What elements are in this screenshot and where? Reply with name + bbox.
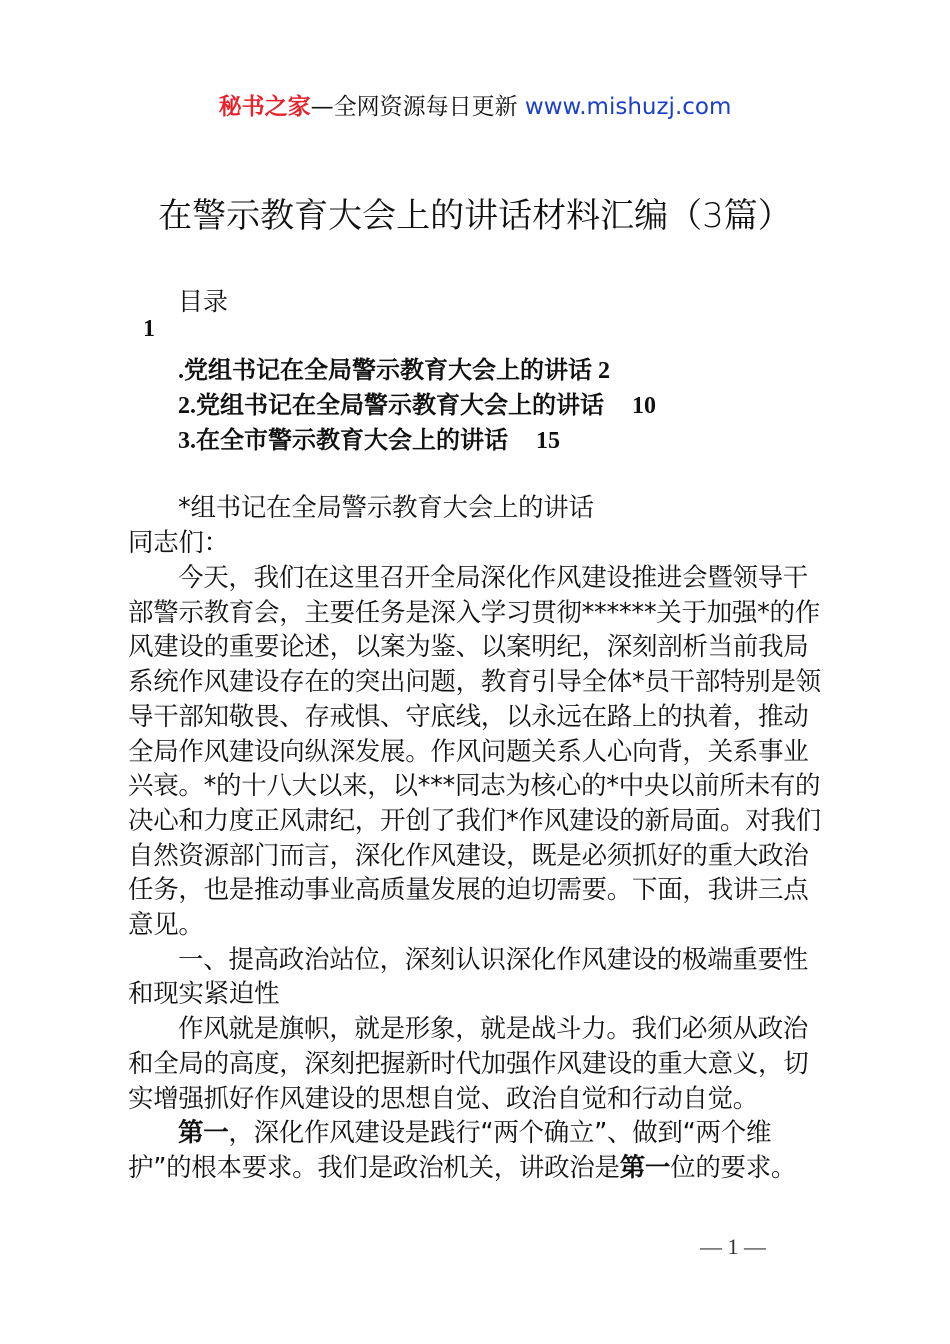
toc-item[interactable] bbox=[178, 420, 560, 455]
toc-item-page: 2 bbox=[598, 358, 610, 384]
paragraph-line bbox=[178, 1113, 882, 1149]
paragraph-line: 作风就是旗帜，就是形象，就是战斗力。我们必须从政治 bbox=[178, 1014, 809, 1045]
paragraph-line: 兴衰。*的十八大以来，以***同志为核心的*中央以前所未有的 bbox=[128, 771, 821, 802]
paragraph-line: 导干部知敬畏、存戒惧、守底线，以永远在路上的执着，推动 bbox=[128, 701, 809, 732]
paragraph-line: 一、提高政治站位，深刻认识深化作风建设的极端重要性 bbox=[178, 944, 809, 975]
paragraph-line: 部警示教育会，主要任务是深入学习贯彻******关于加强*的作 bbox=[128, 597, 820, 628]
paragraph-line: 风建设的重要论述，以案为鉴、以案明纪，深刻剖析当前我局 bbox=[128, 632, 809, 663]
paragraph-line: 自然资源部门而言，深化作风建设，既是必须抓好的重大政治 bbox=[128, 840, 809, 871]
toc-item-text: 2.党组书记在全局警示教育大会上的讲话 bbox=[178, 393, 604, 419]
toc-item[interactable] bbox=[178, 350, 610, 385]
bold-text: 第一 bbox=[178, 1118, 229, 1148]
banner-tagline: —全网资源每日更新 bbox=[310, 94, 525, 120]
toc-item-page: 10 bbox=[632, 393, 656, 419]
salutation: 同志们： bbox=[128, 528, 229, 558]
paragraph-line bbox=[128, 1148, 832, 1184]
page-number: — 1 — bbox=[700, 1234, 766, 1259]
text: ，深化作风建设是践行“两个确立”、做到“两个维 bbox=[228, 1118, 772, 1148]
document-title: 在警示教育大会上的讲话材料汇编（3篇） bbox=[158, 196, 792, 236]
paragraph-line: 和全局的高度，深刻把握新时代加强作风建设的重大意义，切 bbox=[128, 1048, 809, 1079]
toc-item-text: 3.在全市警示教育大会上的讲话 bbox=[178, 428, 508, 454]
toc-heading: 目录 bbox=[178, 287, 229, 316]
toc-number: 1 bbox=[143, 316, 155, 342]
paragraph-line: 任务，也是推动事业高质量发展的迫切需要。下面，我讲三点 bbox=[128, 875, 809, 906]
banner-url[interactable]: www.mishuzj.com bbox=[524, 94, 732, 120]
paragraph-line: 决心和力度正风肃纪，开创了我们*作风建设的新局面。对我们 bbox=[128, 805, 821, 836]
paragraph-line: 系统作风建设存在的突出问题，教育引导全体*员干部特别是领 bbox=[128, 667, 821, 698]
toc-item-text: .党组书记在全局警示教育大会上的讲话 bbox=[178, 358, 592, 384]
paragraph-line: 和现实紧迫性 bbox=[128, 979, 280, 1010]
paragraph-line: 实增强抓好作风建设的思想自觉、政治自觉和行动自觉。 bbox=[128, 1083, 759, 1114]
site-banner bbox=[0, 88, 950, 121]
bold-text: 第一 bbox=[619, 1153, 671, 1183]
text: 位的要求。 bbox=[670, 1153, 797, 1183]
article-heading: *组书记在全局警示教育大会上的讲话 bbox=[178, 493, 594, 523]
paragraph-line: 全局作风建设向纵深发展。作风问题关系人心向背，关系事业 bbox=[128, 736, 809, 767]
toc-item-page: 15 bbox=[536, 428, 560, 454]
toc-item[interactable] bbox=[178, 385, 656, 420]
text: 护”的根本要求。我们是政治机关，讲政治是 bbox=[128, 1153, 620, 1183]
paragraph-line: 意见。 bbox=[128, 910, 204, 940]
paragraph-line: 今天，我们在这里召开全局深化作风建设推进会暨领导干 bbox=[178, 563, 809, 593]
brand-name: 秘书之家 bbox=[218, 94, 311, 120]
